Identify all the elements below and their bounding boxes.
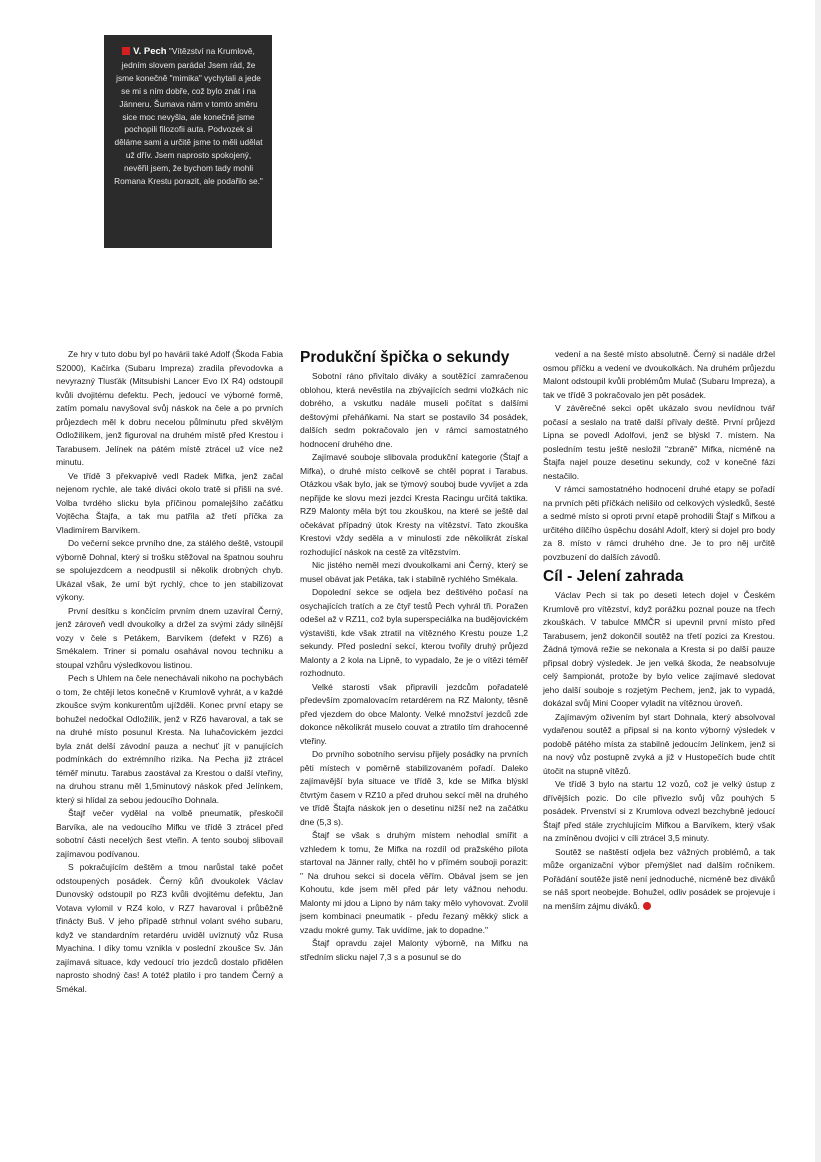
paragraph: Ve třídě 3 bylo na startu 12 vozů, což je velký ústup z dřívějších pozic. Do cíle přivezlo svůj vůz pouhých 5 posádek. Prvenství si z Krumlova odvezl bezchybně jedoucí Štajf před stále zrychlujícím Mifkou a Barvíkem, který však na zmíněnou dvojici v cíli ztrácel 3,5 minuty. <box>543 779 775 843</box>
paragraph: Zajímavé souboje slibovala produkční kategorie (Štajf a Mifka), o druhé místo celkově se chtěl poprat i Tarabus. Otázkou však bylo, jak se týmový souboj bude vyvíjet a zda nepřijde ke slovu mezi jezdci Kresta Racingu určitá taktika. RZ9 Malonty měla být tou zkouškou, na které se ještě dal očekávat případný útok Kresty na vítězství. Tato zkouška Krestovi vždy seděla a v minulosti zde několikrát získal rozhodující náskok na cestě za vítězstvím. <box>300 452 528 557</box>
quote-text: "Vítězství na Krumlově, jedním slovem paráda! Jsem rád, že jsme konečně "mimika" vychytali a jede se mi s ním dobře, což bylo znát i na Jänneru. Šumava nám v tomto směru sice moc nevyšla, ale konečně jsme pochopili filozofii auta. Podvozek si děláme sami a určitě jsme to měli udělat už dřív. Jsem naprosto spokojený, nevěřil jsem, že bychom tady mohli Romana Krestu porazit, ale podařilo se." <box>114 46 263 187</box>
article-column-2 <box>300 348 528 964</box>
paragraph: První desítku s končícím prvním dnem uzavíral Černý, jenž zároveň vedl dvoukolky a držel za svými zády silnější vozy v čele s Petákem, Barvíkem (defekt v RZ6) a Smékalem. Triner si pomalu osahával novou techniku a stoupal vzhůru výsledkovou listinou. <box>56 605 283 670</box>
paragraph: Štajf večer vydělal na volbě pneumatik, přeskočil Barvíka, ale na vedoucího Mifku ve třídě 3 ztrácel před sobotní části necelých šest vteřin. A tento souboj slibovail zajímavou podívanou. <box>56 808 283 859</box>
end-mark-icon <box>643 902 651 910</box>
paragraph: Pech s Uhlem na čele nenechávali nikoho na pochybách o tom, že chtějí letos konečně v Krumlově vyhrát, a v každé zkoušce svým konkurentům ujížděli. Konec první etapy se bohužel nedočkal Odložilík, jenž v RZ6 havaroval, a tak se na druhé místo posunul Kresta. Na luhačovickém jezdci byla znát delší závodní pauza a nechuť jít v panujících podmínkách do extrémního rizika. Na Pecha již ztrácel téměř minutu. Tarabus zaostával za Krestou o další vteřiny, na druhou stranu měl 1,5minutový náskok před Jelínkem, který si hlídal za sebou jedoucího Dohnala. <box>56 673 283 805</box>
paragraph: Velké starosti však připravili jezdcům pořadatelé především zpomalovacím retardérem na RZ Malonty, těsně před vjezdem do obce Malonty. Velké množství jezdců zde dokonce několikrát muselo couvat a ztratilo tím drahocenné vteřiny. <box>300 681 528 746</box>
article-column-1 <box>56 348 283 996</box>
paragraph: Do prvního sobotního servisu přijely posádky na prvních pěti místech v poměrně stabilizovaném pořadí. Daleko zajímavější byla situace ve třídě 3, kde se Mifka blýskl čtvrtým časem v RZ10 a před druhou sekcí měl na druhého ve třídě Štajfa náskok jen o desetinu nižší než na začátku dne (5,3 s). <box>300 749 528 827</box>
paragraph: Ve třídě 3 překvapivě vedl Radek Mifka, jenž začal nejenom rychle, ale také diváci okolo tratě si přišli na své. Volba tvrdého slicku byla příčinou pomalejšího začátku Vojtěcha Štajfa, a tak mu patřila až třetí příčka za Vladimírem Barvíkem. <box>56 470 283 535</box>
section-heading: Produkční špička o sekundy <box>300 349 510 366</box>
bullet-square-icon <box>122 47 130 55</box>
paragraph-final-text: Soutěž se naštěstí odjela bez vážných problémů, a tak může organizační výbor přemýšlet nad dalším ročníkem. Pořádání soutěže jistě není jednoduché, nicméně bez diváků se náš sport neobejde. Bohužel, odliv posádek se projevuje i na menším zájmu diváků. <box>543 846 775 911</box>
paragraph: Ze hry v tuto dobu byl po havárii také Adolf (Škoda Fabia S2000), Kačírka (Subaru Impreza) zradila převodovka a nevyrazný Tlusťák (Mitsubishi Lancer Evo IX R4) odstoupil kvůli dvojitému defektu. Pech, jedoucí ve výborné formě, zatím pomalu navyšoval svůj náskok na čele a po prvních průjezdech měl k dobru necelou půlminutu před skvělým Odložilíkem, jenž figuroval na druhém místě před Krestou i Tarabusem. Jelínek na pátém místě ztrácel už více než minutu. <box>56 349 283 467</box>
paragraph: Sobotní ráno přivítalo diváky a soutěžící zamračenou oblohou, která nevěstila na zbývajících sedmi vložkách nic dobrého, a vskutku nadále museli počítat s dalšími deštovými přeháňkami. Na start se postavilo 34 posádek, dalších sedm pokračovalo jen v rámci samostatného hodnocení druhého dne. <box>300 371 528 449</box>
paragraph-final <box>543 846 775 914</box>
quote-author: V. Pech <box>133 46 167 57</box>
paragraph: V závěrečné sekci opět ukázalo svou nevlídnou tvář počasí a seslalo na tratě další přívaly deště. První průjezd Lipna se povedl Adolfovi, jenž se blýskl 7. místem. Na posledním testu ještě nesložil "zbraně" Mifka, nicméně na Štajfa najel pouze desetinu sekundy, což v konečné fázi nestačilo. <box>543 403 775 481</box>
paragraph: Nic jistého neměl mezi dvoukolkami ani Černý, který se musel obávat jak Petáka, tak i stabilně rychlého Smékala. <box>300 560 528 584</box>
paragraph: S pokračujícím deštěm a tmou narůstal také počet odstoupených posádek. Černý kůň dvoukolek Václav Dunovský odstoupil po RZ3 kvůli dvojitému defektu, Jan Votava vylomil v RZ4 kolo, v RZ7 havaroval i průběžně třinácty Buš. V jeho případě strhnul volant svého subaru, když ve standardním retardéru uviděl uvíznutý vůz Rusa Myachina. I díky tomu vznikla v poslední zkoušce Sv. Ján zajímavá situace, kdy vedoucí trio jezdců dostalo přidělen naprosto shodný čas! A totéž platilo i pro tandem Černý a Smékal. <box>56 862 283 994</box>
paragraph: Štajf se však s druhým místem nehodlal smířit a vzhledem k tomu, že Mifka na rozdíl od pražského pilota startoval na Jänner rally, chtěl ho v přímém souboji porazit: " Na druhou sekci si docela věřím. Obával jsem se jen Kohoutu, kde jsem měl před pár lety vážnou nehodu. Malonty mi jdou a Lipno by nám taky mělo vyhovovat. Zvolil jsem kombinaci pneumatik - předu řezaný měkký slick a vzadu mokré gumy. Tak uvidíme, jak to dopadne." <box>300 830 528 935</box>
paragraph: Zajímavým oživením byl start Dohnala, který absolvoval vydařenou soutěž a připsal si na konto výborný výsledek v podobě pátého místa za stabilně jedoucím Jelínkem, jenž si na nový vůz postupně zvyká a již v Hustopečích bude chtít útočit na stupně vítězů. <box>543 711 775 776</box>
paragraph: Dopolední sekce se odjela bez deštivého počasí na osychajících tratích a ze čtyř testů Pech vyhrál tři. Poražen odešel až v RZ11, což byla superspeciálka na budějovickém výstavišti, kde však ztratil na vítězného Krestu pouze 1,2 sekundy. Před poslední sekcí, kterou tvořily druhý průjezd Malonty a 2 kola na Lipně, to vypadalo, že je o vítězi téměř rozhodnuto. <box>300 587 528 678</box>
article-column-3 <box>543 348 775 913</box>
paragraph: V rámci samostatného hodnocení druhé etapy se pořadí na prvních pěti příčkách nelišilo od celkových výsledků, šesté a sedmé místo si oproti první etapě prohodili Štajf s Mifkou a určitého dílčího úspěchu dosáhl Adolf, který si dojel pro body za 8. místo v rámci druhého dne. Je to pro něj určitě povzbuzení do dalších závodů. <box>543 484 775 562</box>
paragraph: vedení a na šesté místo absolutně. Černý si nadále držel osmou příčku a vedení ve dvoukolkách. Na druhém průjezdu Malont odstoupil kvůli problémům Mulač (Subaru Impreza), a tak ve třídě 3 pokračovalo jen pět posádek. <box>543 349 775 400</box>
paragraph: Do večerní sekce prvního dne, za stálého deště, vstoupil výborně Dohnal, který si trošku stěžoval na špatnou souhru se spolujezdcem a neodpustil si několik drobných chyb. Ukázal však, že umí být rychlý, chce to jen stabilizovat výkony. <box>56 538 283 602</box>
page-edge <box>815 0 821 1162</box>
section-heading: Cíl - Jelení zahrada <box>543 568 684 585</box>
quote-box <box>104 35 272 248</box>
paragraph: Štajf opravdu zajel Malonty výborně, na Mifku na středním slicku najel 7,3 s a posunul se do <box>300 938 528 962</box>
paragraph: Václav Pech si tak po deseti letech dojel v Českém Krumlově pro vítězství, když porážku poznal pouze na třech zkouškách. V tabulce MMČR si upevnil první místo před Tarabusem, jenž dokončil soutěž na třetí pozici za Krestou. Žádná týmová režie se nekonala a Kresta si po další pauze připsal dobrý výsledek. Je jen velká škoda, že neabsolvuje celý šampionát, protože by bylo velice zajímavé sledovat jeho další souboje s rozjetým Pechem, jenž, jak to vypadá, dokázal svůj Mini Cooper vyladit na vítěznou úroveň. <box>543 590 775 708</box>
